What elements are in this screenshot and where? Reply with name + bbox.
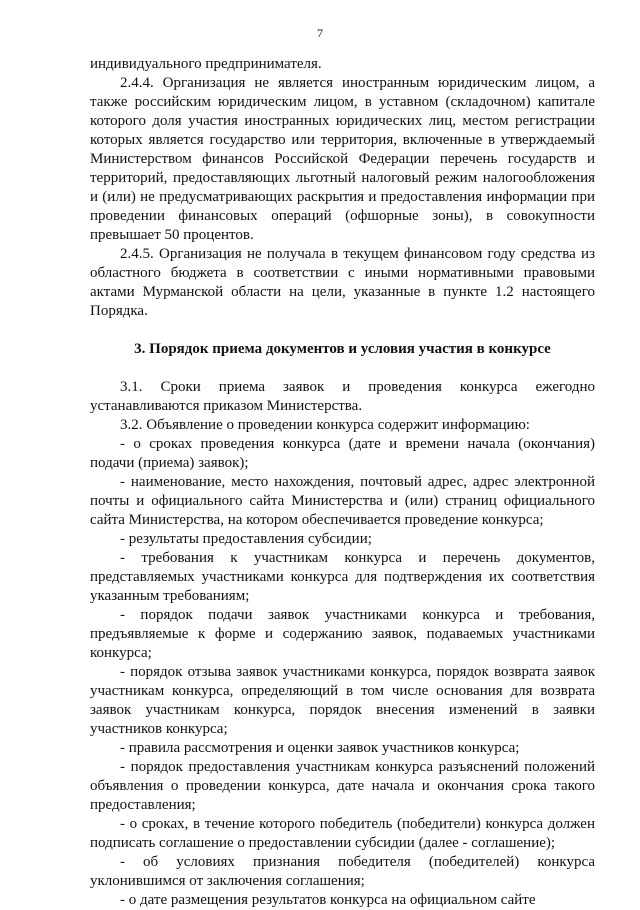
paragraph-group-bottom (90, 378, 595, 910)
document-body (90, 55, 595, 910)
paragraph: - о дате размещения результатов конкурса на официальном сайте (120, 892, 536, 908)
paragraph: - наименование, место нахождения, почтовый адрес, адрес электронной почты и официального сайта Министерства и (или) страниц официального сайта Министерства, на котором обеспечивается проведение конкурса; (90, 474, 595, 528)
page-number: 7 (317, 26, 323, 40)
paragraph: - правила рассмотрения и оценки заявок участников конкурса; (120, 740, 520, 756)
paragraph: - требования к участникам конкурса и перечень документов, представляемых участниками конкурса для подтверждения их соответствия указанным требованиям; (90, 550, 595, 604)
paragraph: 2.4.4. Организация не является иностранным юридическим лицом, а также российским юридическим лицом, в уставном (складочном) капитале которого доля участия иностранных юридических лиц, местом регистрации которых является государство или территория, включенные в утверждаемый Министерством финансов Российской Федерации перечень государств и территорий, предоставляющих льготный налоговый режим налогообложения и (или) не предусматривающих раскрытия и предоставления информации при проведении финансовых операций (офшорные зоны), в совокупности превышает 50 процентов. (90, 75, 595, 243)
paragraph: - порядок отзыва заявок участниками конкурса, порядок возврата заявок участникам конкурса, определяющий в том числе основания для возврата заявок участникам конкурса, порядок внесения изменений в заявки участников конкурса; (90, 664, 595, 737)
paragraph: - порядок подачи заявок участниками конкурса и требования, предъявляемые к форме и содержанию заявок, подаваемых участниками конкурса; (90, 607, 595, 661)
paragraph-group-top (90, 55, 595, 321)
paragraph: - о сроках проведения конкурса (дате и времени начала (окончания) подачи (приема) заявок); (90, 436, 595, 471)
paragraph: - о сроках, в течение которого победитель (победители) конкурса должен подписать соглашение о предоставлении субсидии (далее - соглашение); (90, 816, 595, 851)
paragraph: 3.2. Объявление о проведении конкурса содержит информацию: (120, 417, 530, 433)
section-title: 3. Порядок приема документов и условия участия в конкурсе (134, 341, 551, 357)
paragraph: - результаты предоставления субсидии; (120, 531, 372, 547)
paragraph: 3.1. Сроки приема заявок и проведения конкурса ежегодно устанавливаются приказом Министерства. (90, 379, 595, 414)
paragraph: индивидуального предпринимателя. (90, 56, 322, 72)
paragraph: - об условиях признания победителя (победителей) конкурса уклонившимся от заключения соглашения; (90, 854, 595, 889)
paragraph: 2.4.5. Организация не получала в текущем финансовом году средства из областного бюджета в соответствии с иными нормативными правовыми актами Мурманской области на цели, указанные в пункте 1.2 настоящего Порядка. (90, 246, 595, 319)
paragraph: - порядок предоставления участникам конкурса разъяснений положений объявления о проведении конкурса, дате начала и окончания срока такого предоставления; (90, 759, 595, 813)
